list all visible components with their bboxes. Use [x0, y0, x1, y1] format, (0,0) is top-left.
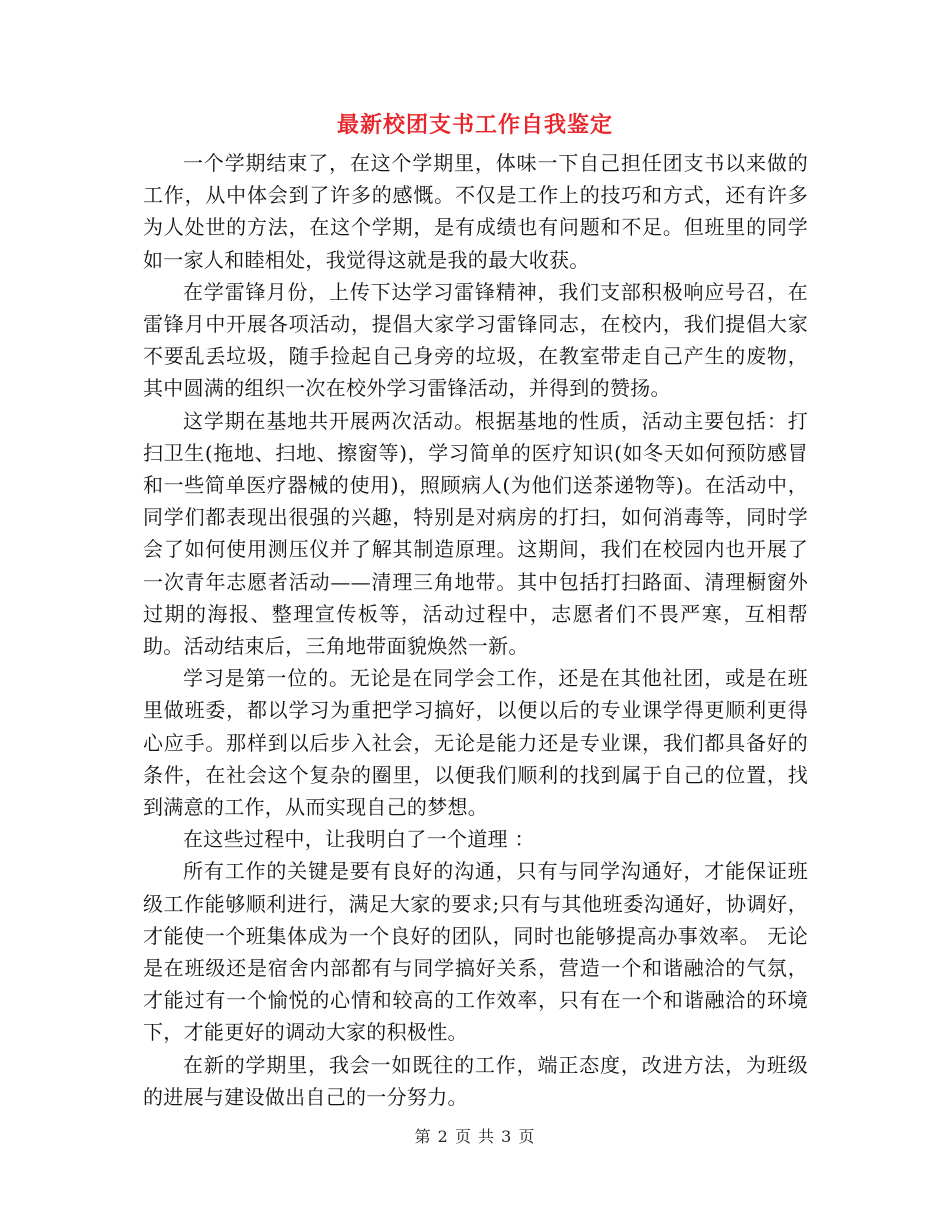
paragraph-communication: 所有工作的关键是要有良好的沟通，只有与同学沟通好，才能保证班级工作能够顺利进行，满足大家的要求;只有与其他班委沟通好，协调好，才能使一个班集体成为一个良好的团队，同时也能够提高办事效率。 无论是在班级还是宿舍内部都有与同学搞好关系，营造一个和谐融洽的气氛，才能过有一个愉悦的心情和较高的工作效率，只有在一个和谐融洽的环境下，才能更好的调动大家的积极性。: [143, 859, 808, 1045]
document-body: [143, 147, 808, 1113]
paragraph-base-activities: 这学期在基地共开展两次活动。根据基地的性质，活动主要包括：打扫卫生(拖地、扫地、擦窗等)，学习简单的医疗知识(如冬天如何预防感冒和一些简单医疗器械的使用)，照顾病人(为他们送茶递物等)。在活动中，同学们都表现出很强的兴趣，特别是对病房的打扫，如何消毒等，同时学会了如何使用测压仪并了解其制造原理。这期间，我们在校园内也开展了一次青年志愿者活动——清理三角地带。其中包括打扫路面、清理橱窗外过期的海报、整理宣传板等，活动过程中，志愿者们不畏严寒，互相帮助。活动结束后，三角地带面貌焕然一新。: [143, 408, 808, 659]
page-number-footer: 第 2 页 共 3 页: [414, 1127, 536, 1146]
document-title: 最新校团支书工作自我鉴定: [336, 112, 613, 138]
paragraph-lei-feng-month: 在学雷锋月份，上传下达学习雷锋精神，我们支部积极响应号召，在雷锋月中开展各项活动，提倡大家学习雷锋同志，在校内，我们提倡大家不要乱丢垃圾，随手捡起自己身旁的垃圾，在教室带走自己产生的废物，其中圆满的组织一次在校外学习雷锋活动，并得到的赞扬。: [143, 279, 808, 401]
paragraph-lesson-intro: 在这些过程中，让我明白了一个道理 ：: [183, 827, 535, 852]
paragraph-new-semester: 在新的学期里，我会一如既往的工作，端正态度，改进方法，为班级的进展与建设做出自己的一分努力。: [143, 1052, 808, 1109]
paragraph-intro: 一个学期结束了，在这个学期里，体味一下自己担任团支书以来做的工作，从中体会到了许多的感慨。不仅是工作上的技巧和方式，还有许多为人处世的方法，在这个学期，是有成绩也有问题和不足。但班里的同学如一家人和睦相处，我觉得这就是我的最大收获。: [143, 151, 808, 272]
paragraph-study-first: 学习是第一位的。无论是在同学会工作，还是在其他社团，或是在班里做班委，都以学习为重把学习搞好，以便以后的专业课学得更顺利更得心应手。那样到以后步入社会，无论是能力还是专业课，我们都具备好的条件，在社会这个复杂的圈里，以便我们顺利的找到属于自己的位置，找到满意的工作，从而实现自己的梦想。: [143, 666, 808, 820]
